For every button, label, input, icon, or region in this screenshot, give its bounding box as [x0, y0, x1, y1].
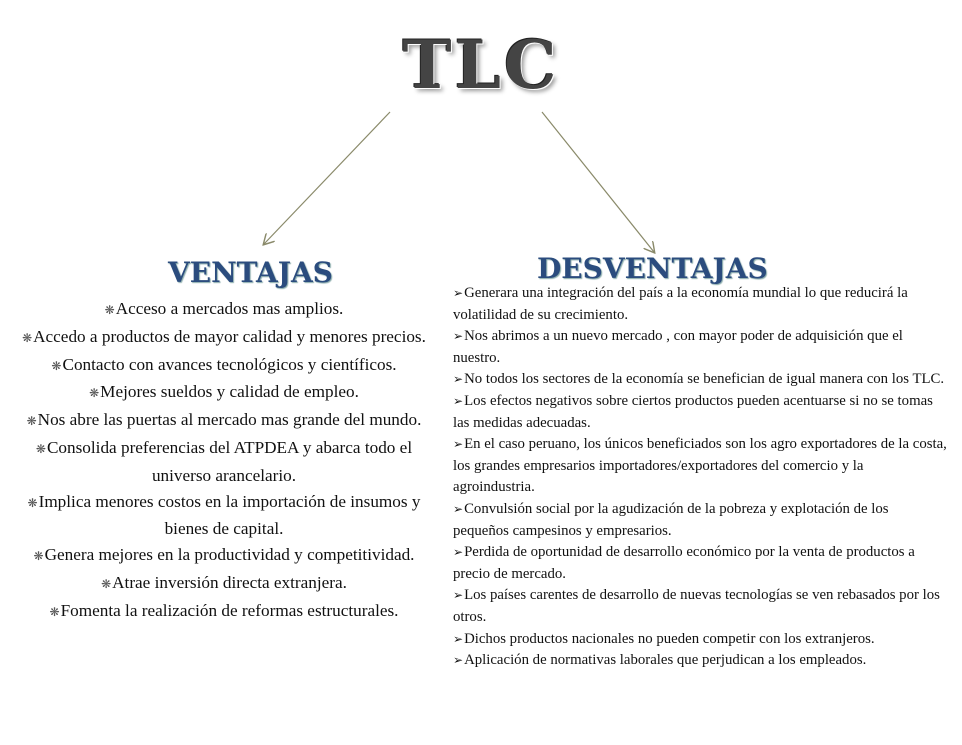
diagram-title: TLC [402, 26, 560, 104]
ventajas-item: ❋ Consolida preferencias del ATPDEA y abarca todo el universo arancelario. [16, 435, 432, 489]
arrow-to-desventajas [542, 112, 654, 252]
desventajas-item: ➢ En el caso peruano, los únicos beneficiados son los agro exportadores de la costa, los grandes empresarios importadores/exportadores del comercio y la agroindustria. [453, 434, 948, 499]
desventajas-item: ➢ Dichos productos nacionales no pueden competir con los extranjeros. [453, 629, 948, 651]
ventajas-item: ❋ Nos abre las puertas al mercado mas grande del mundo. [16, 407, 432, 435]
desventajas-item: ➢ Nos abrimos a un nuevo mercado , con mayor poder de adquisición que el nuestro. [453, 326, 948, 369]
ventajas-item: ❋ Fomenta la realización de reformas estructurales. [16, 598, 432, 626]
ventajas-heading: VENTAJAS [168, 256, 333, 289]
ventajas-item: ❋ Mejores sueldos y calidad de empleo. [16, 379, 432, 407]
desventajas-item: ➢ Los efectos negativos sobre ciertos productos pueden acentuarse si no se tomas las medidas adecuadas. [453, 391, 948, 434]
desventajas-item: ➢ Convulsión social por la agudización de la pobreza y explotación de los pequeños campesinos y empresarios. [453, 499, 948, 542]
ventajas-item: ❋ Implica menores costos en la importación de insumos y bienes de capital. [16, 489, 432, 543]
ventajas-item: ❋ Acceso a mercados mas amplios. [16, 296, 432, 324]
ventajas-item: ❋ Accedo a productos de mayor calidad y menores precios. [16, 324, 432, 352]
arrow-to-ventajas [264, 112, 390, 244]
desventajas-item: ➢ Aplicación de normativas laborales que perjudican a los empleados. [453, 650, 948, 672]
desventajas-item: ➢ No todos los sectores de la economía se benefician de igual manera con los TLC. [453, 369, 948, 391]
ventajas-item: ❋ Atrae inversión directa extranjera. [16, 570, 432, 598]
desventajas-item: ➢ Perdida de oportunidad de desarrollo económico por la venta de productos a precio de mercado. [453, 542, 948, 585]
desventajas-heading: DESVENTAJAS [537, 252, 768, 285]
ventajas-item: ❋ Contacto con avances tecnológicos y científicos. [16, 352, 432, 380]
desventajas-item: ➢ Generara una integración del país a la economía mundial lo que reducirá la volatilidad de su crecimiento. [453, 283, 948, 326]
ventajas-item: ❋ Genera mejores en la productividad y competitividad. [16, 542, 432, 570]
ventajas-list [16, 296, 432, 626]
desventajas-item: ➢ Los países carentes de desarrollo de nuevas tecnologías se ven rebasados por los otros. [453, 585, 948, 628]
desventajas-list [453, 283, 948, 672]
